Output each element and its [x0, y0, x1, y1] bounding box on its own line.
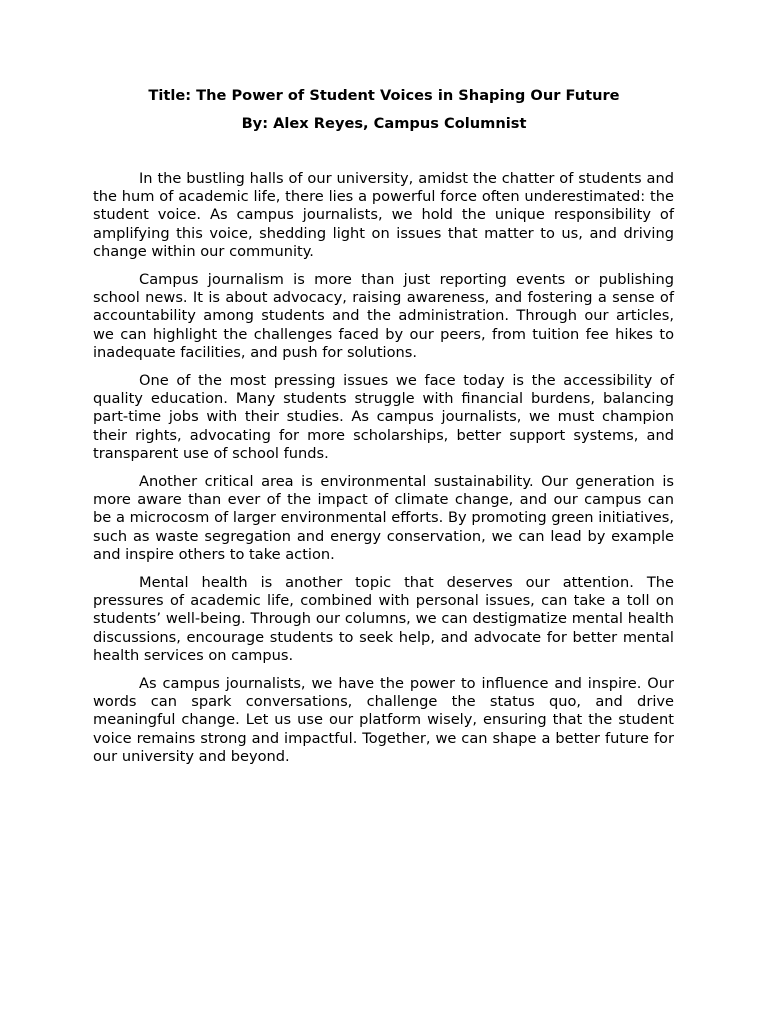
paragraph: One of the most pressing issues we face today is the accessibility of quality education. Many students struggle with financial burdens, balancing part-time jobs with their studies. As campus journalists, we must champion their rights, advocating for more scholarships, better support systems, and transparent use of school funds. — [93, 372, 674, 462]
document-body — [93, 170, 674, 776]
paragraph: In the bustling halls of our university, amidst the chatter of students and the hum of academic life, there lies a powerful force often underestimated: the student voice. As campus journalists, we hold the unique responsibility of amplifying this voice, shedding light on issues that matter to us, and driving change within our community. — [93, 170, 674, 260]
paragraph: Campus journalism is more than just reporting events or publishing school news. It is about advocacy, raising awareness, and fostering a sense of accountability among students and the administration. Through our articles, we can highlight the challenges faced by our peers, from tuition fee hikes to inadequate facilities, and push for solutions. — [93, 271, 674, 361]
paragraph: Mental health is another topic that deserves our attention. The pressures of academic life, combined with personal issues, can take a toll on students’ well-being. Through our columns, we can destigmatize mental health discussions, encourage students to seek help, and advocate for better mental health services on campus. — [93, 574, 674, 664]
paragraph: As campus journalists, we have the power to influence and inspire. Our words can spark conversations, challenge the status quo, and drive meaningful change. Let us use our platform wisely, ensuring that the student voice remains strong and impactful. Together, we can shape a better future for our university and beyond. — [93, 675, 674, 765]
document-title: Title: The Power of Student Voices in Shaping Our Future — [148, 87, 620, 104]
paragraph: Another critical area is environmental sustainability. Our generation is more aware than ever of the impact of climate change, and our campus can be a microcosm of larger environmental efforts. By promoting green initiatives, such as waste segregation and energy conservation, we can lead by example and inspire others to take action. — [93, 473, 674, 563]
document-byline: By: Alex Reyes, Campus Columnist — [241, 115, 527, 132]
